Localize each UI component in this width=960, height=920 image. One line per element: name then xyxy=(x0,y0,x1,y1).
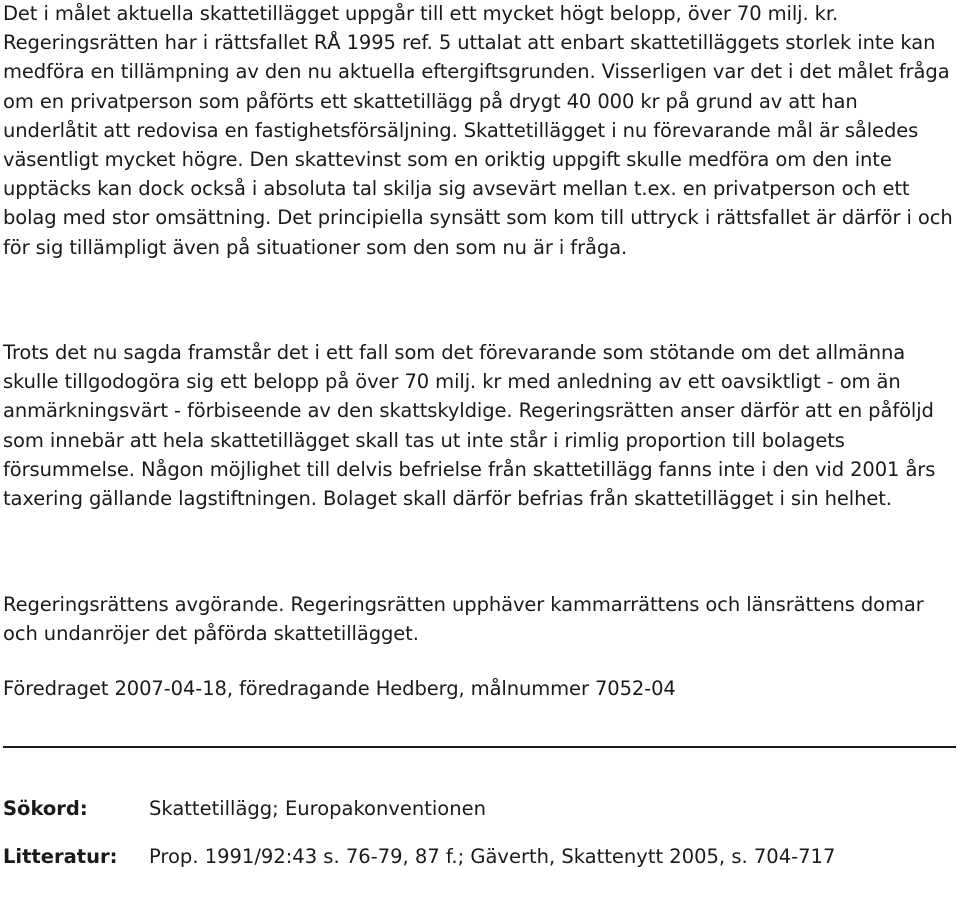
litteratur-label: Litteratur: xyxy=(3,845,118,868)
paragraph-proportionalitet: Trots det nu sagda framstår det i ett fall som det förevarande som stötande om det allmänna skulle tillgodogöra sig ett belopp på över 70 milj. kr med anledning av ett oavsiktligt - om än anmärkningsvärt - förbiseende av den skattskyldige. Regeringsrätten anser därför att en påföljd som innebär att hela skattetillägget skall tas ut inte står i rimlig proportion till bolagets försummelse. Någon möjlighet till delvis befrielse från skattetillägg fanns inte i den vid 2001 års taxering gällande lagstiftningen. Bolaget skall därför befrias från skattetillägget i sin helhet. xyxy=(3,341,936,511)
horizontal-divider xyxy=(3,746,956,748)
sokord-value: Skattetillägg; Europakonventionen xyxy=(149,797,486,820)
paragraph-skattetillagg-belopp: Det i målet aktuella skattetillägget uppgår till ett mycket högt belopp, över 70 milj. kr. Regeringsrätten har i rättsfallet RÅ 1995 ref. 5 uttalat att enbart skattetilläggets storlek inte kan medföra en tillämpning av den nu aktuella eftergiftsgrunden. Visserligen var det i det målet fråga om en privatperson som påförts ett skattetillägg på drygt 40 000 kr på grund av att han underlåtit att redovisa en fastighetsförsäljning. Skattetillägget i nu förevarande mål är således väsentligt mycket högre. Den skattevinst som en oriktig uppgift skulle medföra om den inte upptäcks kan dock också i absoluta tal skilja sig avsevärt mellan t.ex. en privatperson och ett bolag med stor omsättning. Det principiella synsätt som kom till uttryck i rättsfallet är därför i och för sig tillämpligt även på situationer som den som nu är i fråga. xyxy=(3,2,953,259)
paragraph-avgorande: Regeringsrättens avgörande. Regeringsrätten upphäver kammarrättens och länsrättens domar och undanröjer det påförda skattetillägget. xyxy=(3,593,924,646)
paragraph-foredraget: Föredraget 2007-04-18, föredragande Hedberg, målnummer 7052-04 xyxy=(3,677,676,700)
sokord-label: Sökord: xyxy=(3,797,88,820)
litteratur-value: Prop. 1991/92:43 s. 76-79, 87 f.; Gäverth, Skattenytt 2005, s. 704-717 xyxy=(149,845,836,868)
